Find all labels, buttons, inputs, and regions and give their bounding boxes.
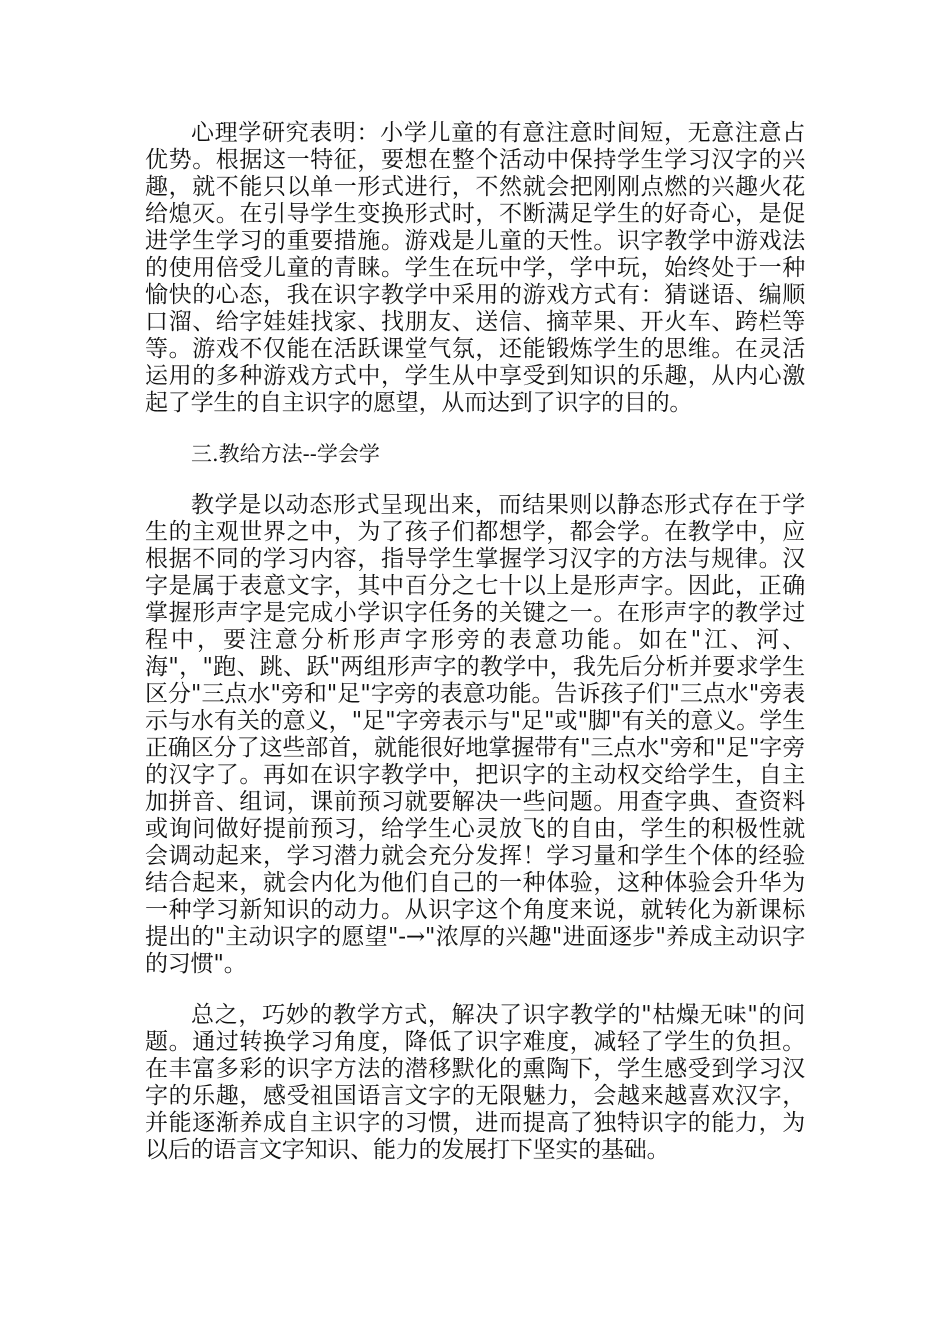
paragraph-teaching-method: 教学是以动态形式呈现出来，而结果则以静态形式存在于学生的主观世界之中，为了孩子们都想学，都会学。在教学中，应根据不同的学习内容，指导学生掌握学习汉字的方法与规律。汉字是属于表意文字，其中百分之七十以上是形声字。因此，正确掌握形声字是完成小学识字任务的关键之一。在形声字的教学过程中，要注意分析形声字形旁的表意功能。如在"江、河、海"，"跑、跳、跃"两组形声字的教学中，我先后分析并要求学生区分"三点水"旁和"足"字旁的表意功能。告诉孩子们"三点水"旁表示与水有关的意义，"足"字旁表示与"足"或"脚"有关的意义。学生正确区分了这些部首，就能很好地掌握带有"三点水"旁和"足"字旁的汉字了。再如在识字教学中，把识字的主动权交给学生，自主加拼音、组词，课前预习就要解决一些问题。用查字典、查资料或询问做好提前预习，给学生心灵放飞的自由，学生的积极性就会调动起来，学习潜力就会充分发挥！学习量和学生个体的经验结合起来，就会内化为他们自己的一种体验，这种体验会升华为一种学习新知识的动力。从识字这个角度来说，就转化为新课标提出的"主动识字的愿望"-→"浓厚的兴趣"进面逐步"养成主动识字的习惯"。 <box>145 492 805 977</box>
section-heading: 三.教给方法--学会学 <box>191 442 380 466</box>
paragraph-game-method: 心理学研究表明：小学儿童的有意注意时间短，无意注意占优势。根据这一特征，要想在整个活动中保持学生学习汉字的兴趣，就不能只以单一形式进行，不然就会把刚刚点燃的兴趣火花给熄灭。在引导学生变换形式时，不断满足学生的好奇心，是促进学生学习的重要措施。游戏是儿童的天性。识字教学中游戏法的使用倍受儿童的青睐。学生在玩中学，学中玩，始终处于一种愉快的心态，我在识字教学中采用的游戏方式有：猜谜语、编顺口溜、给字娃娃找家、找朋友、送信、摘苹果、开火车、跨栏等等。游戏不仅能在活跃课堂气氛，还能锻炼学生的思维。在灵活运用的多种游戏方式中，学生从中享受到知识的乐趣，从内心激起了学生的自主识字的愿望，从而达到了识字的目的。 <box>145 120 805 416</box>
document-body <box>145 120 805 1164</box>
paragraph-conclusion: 总之，巧妙的教学方式，解决了识字教学的"枯燥无味"的问题。通过转换学习角度，降低了识字难度，减轻了学生的负担。在丰富多彩的识字方法的潜移默化的熏陶下，学生感受到学习汉字的乐趣，感受祖国语言文字的无限魅力，会越来越喜欢汉字，并能逐渐养成自主识字的习惯，进而提高了独特识字的能力，为以后的语言文字知识、能力的发展打下坚实的基础。 <box>145 1002 805 1163</box>
